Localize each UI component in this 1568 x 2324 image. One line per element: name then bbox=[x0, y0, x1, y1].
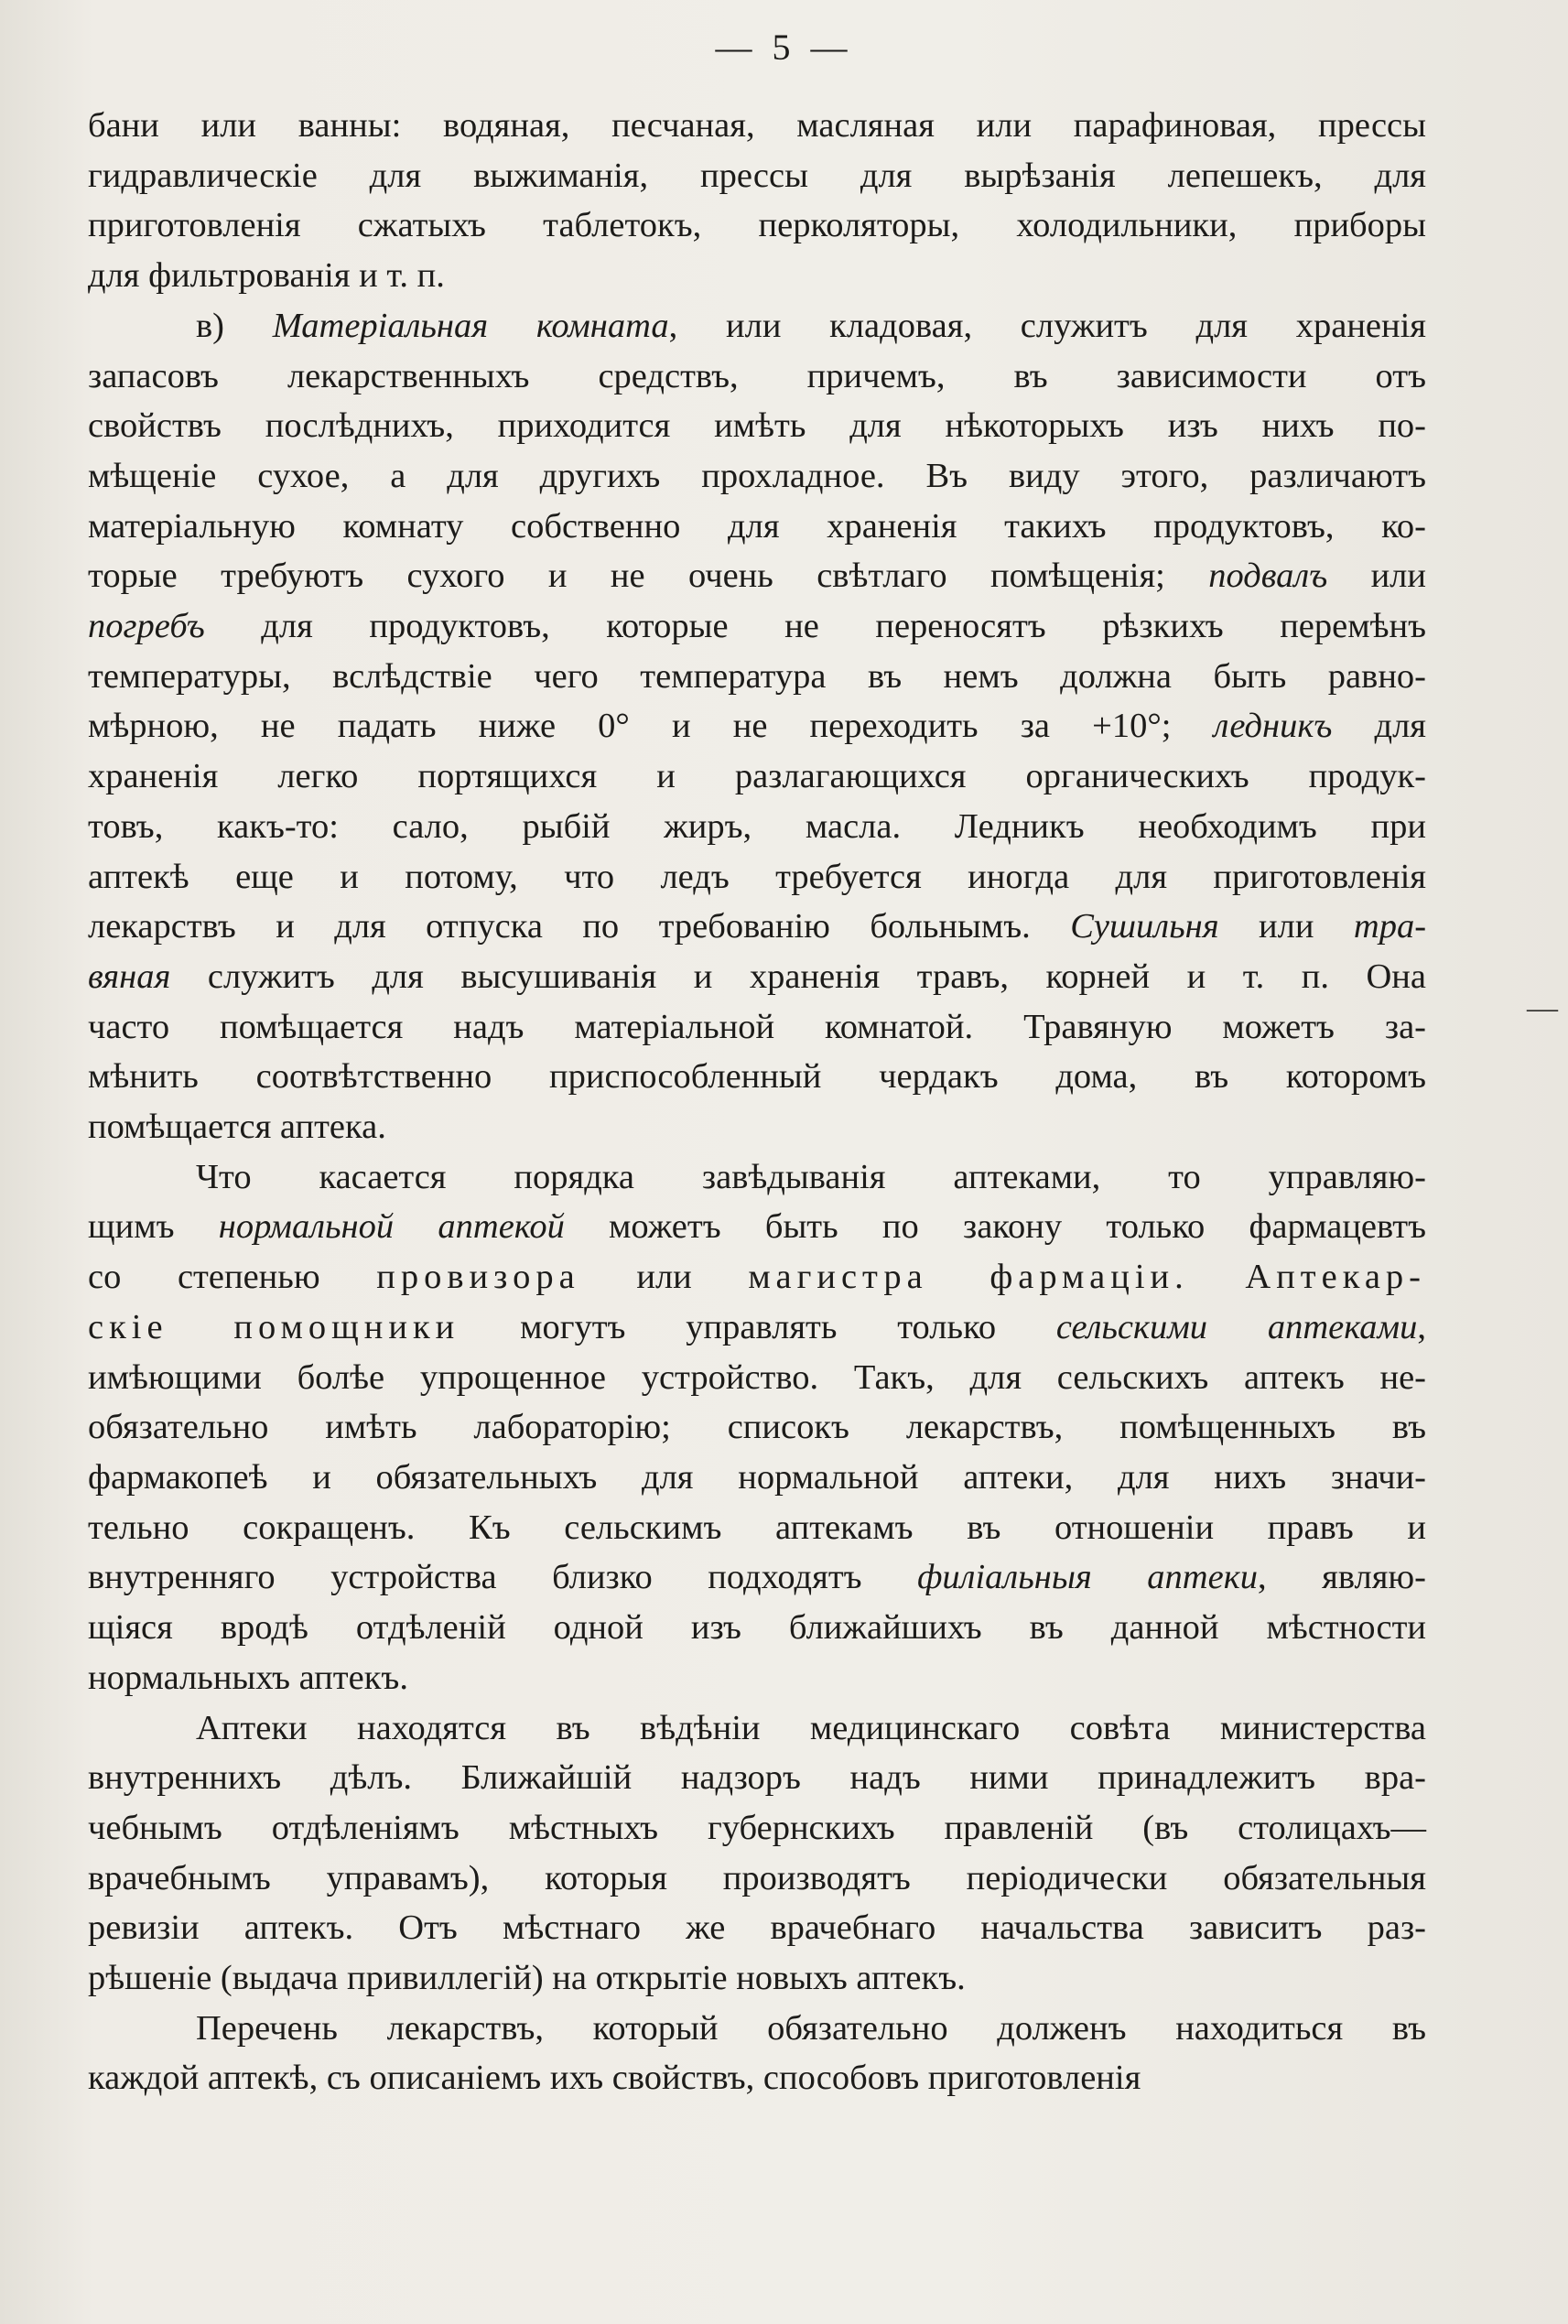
italic-term: погребъ bbox=[88, 607, 205, 646]
text-run: помѣщается аптека. bbox=[88, 1108, 386, 1147]
text-run: служитъ для высушиванія и храненія травъ, корней и т. п. Она bbox=[170, 957, 1426, 996]
text-run: , являю- bbox=[1257, 1558, 1426, 1597]
spaced-term: магистра фармаціи. bbox=[748, 1258, 1189, 1297]
text-run: Перечень лекарствъ, который обязательно долженъ находиться въ bbox=[196, 2008, 1426, 2048]
text-run: лекарствъ и для отпуска по требованію больнымъ. bbox=[88, 907, 1071, 946]
text-run: или bbox=[1327, 557, 1426, 596]
spaced-term: Аптекар- bbox=[1245, 1258, 1426, 1297]
text-run: товъ, какъ-то: сало, рыбій жиръ, масла. Ледникъ необходимъ при bbox=[88, 806, 1426, 846]
page-number: — 5 — bbox=[715, 27, 853, 68]
text-run: в) bbox=[196, 306, 273, 345]
text-run: внутреннихъ дѣлъ. Ближайшій надзоръ надъ ними принадлежитъ вра- bbox=[88, 1758, 1426, 1798]
text-line bbox=[88, 1552, 1426, 1603]
text-run: или bbox=[579, 1258, 749, 1297]
text-run: для bbox=[1332, 707, 1426, 746]
italic-term: подвалъ bbox=[1208, 557, 1328, 596]
paragraph bbox=[88, 2004, 1426, 2103]
text-run: матеріальную комнату собственно для храненія такихъ продуктовъ, ко- bbox=[88, 506, 1426, 546]
text-line bbox=[88, 1202, 1426, 1252]
text-run: врачебнымъ управамъ), которыя производятъ періодически обязательныя bbox=[88, 1858, 1426, 1897]
text-line bbox=[88, 1653, 1426, 1703]
text-line bbox=[88, 1803, 1426, 1854]
text-run: можетъ быть по закону только фармацевтъ bbox=[564, 1207, 1426, 1247]
text-run: , или кладовая, служитъ для храненія bbox=[668, 306, 1427, 345]
text-run: бани или ванны: водяная, песчаная, масляная или парафиновая, прессы bbox=[88, 106, 1426, 145]
text-line bbox=[88, 1002, 1426, 1053]
text-line bbox=[88, 701, 1426, 751]
text-line bbox=[88, 751, 1426, 802]
text-line bbox=[88, 502, 1426, 552]
text-run: мѣрною, не падать ниже 0° и не переходить за +10°; bbox=[88, 707, 1214, 746]
text-line bbox=[88, 1903, 1426, 1953]
text-run: Что касается порядка завѣдыванія аптеками, то управляю- bbox=[196, 1157, 1426, 1196]
text-run: запасовъ лекарственныхъ средствъ, причемъ, въ зависимости отъ bbox=[88, 356, 1426, 395]
text-line bbox=[88, 601, 1426, 652]
paragraph bbox=[88, 101, 1426, 301]
text-run: аптекѣ еще и потому, что ледъ требуется иногда для приготовленія bbox=[88, 857, 1426, 896]
italic-term: тра- bbox=[1353, 907, 1427, 946]
text-line bbox=[88, 902, 1426, 952]
text-run: , bbox=[1417, 1307, 1426, 1346]
spaced-term: провизора bbox=[376, 1258, 580, 1297]
text-run: каждой аптекѣ, съ описаніемъ ихъ свойствъ, способовъ приготовленія bbox=[88, 2059, 1141, 2098]
text-run: нормальныхъ аптекъ. bbox=[88, 1658, 408, 1697]
text-line bbox=[88, 200, 1426, 251]
italic-term: нормальной аптекой bbox=[218, 1207, 565, 1247]
text-run: или bbox=[1218, 907, 1354, 946]
text-line bbox=[88, 1753, 1426, 1803]
paragraph bbox=[88, 301, 1426, 1152]
text-run bbox=[1189, 1258, 1246, 1296]
text-line bbox=[88, 351, 1426, 402]
spaced-term: скіе помощники bbox=[88, 1307, 460, 1346]
text-run: со степенью bbox=[88, 1258, 377, 1297]
text-line bbox=[88, 852, 1426, 903]
text-line bbox=[88, 1854, 1426, 1904]
text-line bbox=[88, 551, 1426, 601]
text-run: для продуктовъ, которые не переносятъ рѣзкихъ перемѣнъ bbox=[204, 607, 1426, 646]
text-run: ревизіи аптекъ. Отъ мѣстнаго же врачебнаго начальства зависитъ раз- bbox=[88, 1908, 1426, 1948]
paragraph bbox=[88, 1152, 1426, 1703]
italic-term: вяная bbox=[88, 957, 171, 996]
text-line bbox=[88, 101, 1426, 151]
text-run: имѣющими болѣе упрощенное устройство. Такъ, для сельскихъ аптекъ не- bbox=[88, 1357, 1426, 1397]
text-run: для фильтрованія и т. п. bbox=[88, 256, 445, 296]
italic-term: ледникъ bbox=[1213, 707, 1333, 746]
text-run: щимъ bbox=[88, 1207, 219, 1247]
text-line bbox=[88, 1703, 1426, 1754]
text-run: чебнымъ отдѣленіямъ мѣстныхъ губернскихъ правленій (въ столицахъ— bbox=[88, 1808, 1426, 1847]
text-run: внутренняго устройства близко подходятъ bbox=[88, 1558, 918, 1597]
text-run: рѣшеніе (выдача привиллегій) на открытіе новыхъ аптекъ. bbox=[88, 1959, 966, 1998]
text-run: обязательно имѣть лабораторію; списокъ лекарствъ, помѣщенныхъ въ bbox=[88, 1408, 1426, 1447]
text-run: могутъ управлять только bbox=[460, 1307, 1056, 1346]
text-line bbox=[88, 1603, 1426, 1653]
text-run: мѣщеніе сухое, а для другихъ прохладное. Въ виду этого, различаютъ bbox=[88, 456, 1426, 495]
text-line bbox=[88, 652, 1426, 702]
margin-mark: — bbox=[1527, 991, 1558, 1025]
italic-term: Матеріальная комната bbox=[272, 306, 669, 345]
text-line bbox=[88, 802, 1426, 852]
text-run: Аптеки находятся въ вѣдѣніи медицинскаго совѣта министерства bbox=[196, 1708, 1426, 1747]
text-line bbox=[88, 1453, 1426, 1503]
body-text bbox=[88, 101, 1426, 2103]
text-run: фармакопеѣ и обязательныхъ для нормальной аптеки, для нихъ значи- bbox=[88, 1457, 1426, 1497]
text-line bbox=[88, 1303, 1426, 1353]
paragraph bbox=[88, 1703, 1426, 2004]
text-run: щіяся вродѣ отдѣленій одной изъ ближайшихъ въ данной мѣстности bbox=[88, 1608, 1426, 1648]
text-run: храненія легко портящихся и разлагающихся органическихъ продук- bbox=[88, 757, 1426, 796]
text-line bbox=[88, 2053, 1426, 2103]
text-run: гидравлическіе для выжиманія, прессы для вырѣзанія лепешекъ, для bbox=[88, 156, 1426, 195]
text-line bbox=[88, 451, 1426, 502]
italic-term: Сушильня bbox=[1070, 907, 1219, 946]
text-line bbox=[88, 1252, 1426, 1303]
text-line bbox=[88, 1152, 1426, 1203]
text-run: температуры, вслѣдствіе чего температура въ немъ должна быть равно- bbox=[88, 656, 1426, 696]
text-run: тельно сокращенъ. Къ сельскимъ аптекамъ въ отношеніи правъ и bbox=[88, 1508, 1426, 1547]
text-line bbox=[88, 301, 1426, 351]
text-run: торые требуютъ сухого и не очень свѣтлаго помѣщенія; bbox=[88, 557, 1209, 596]
text-run: приготовленія сжатыхъ таблетокъ, перколяторы, холодильники, приборы bbox=[88, 206, 1426, 245]
text-run: мѣнить соотвѣтственно приспособленный чердакъ дома, въ которомъ bbox=[88, 1057, 1426, 1097]
italic-term: филіальныя аптеки bbox=[917, 1558, 1258, 1597]
italic-term: сельскими аптеками bbox=[1055, 1307, 1418, 1346]
text-line bbox=[88, 1503, 1426, 1553]
text-line bbox=[88, 1953, 1426, 2004]
text-line bbox=[88, 1052, 1426, 1102]
text-line bbox=[88, 251, 1426, 301]
text-line bbox=[88, 151, 1426, 201]
text-line bbox=[88, 952, 1426, 1002]
text-run: часто помѣщается надъ матеріальной комнатой. Травяную можетъ за- bbox=[88, 1007, 1426, 1046]
text-line bbox=[88, 401, 1426, 451]
text-line bbox=[88, 1353, 1426, 1403]
text-line bbox=[88, 1102, 1426, 1152]
text-line bbox=[88, 2004, 1426, 2054]
text-line bbox=[88, 1402, 1426, 1453]
text-run: свойствъ послѣднихъ, приходится имѣть для нѣкоторыхъ изъ нихъ по- bbox=[88, 406, 1426, 446]
